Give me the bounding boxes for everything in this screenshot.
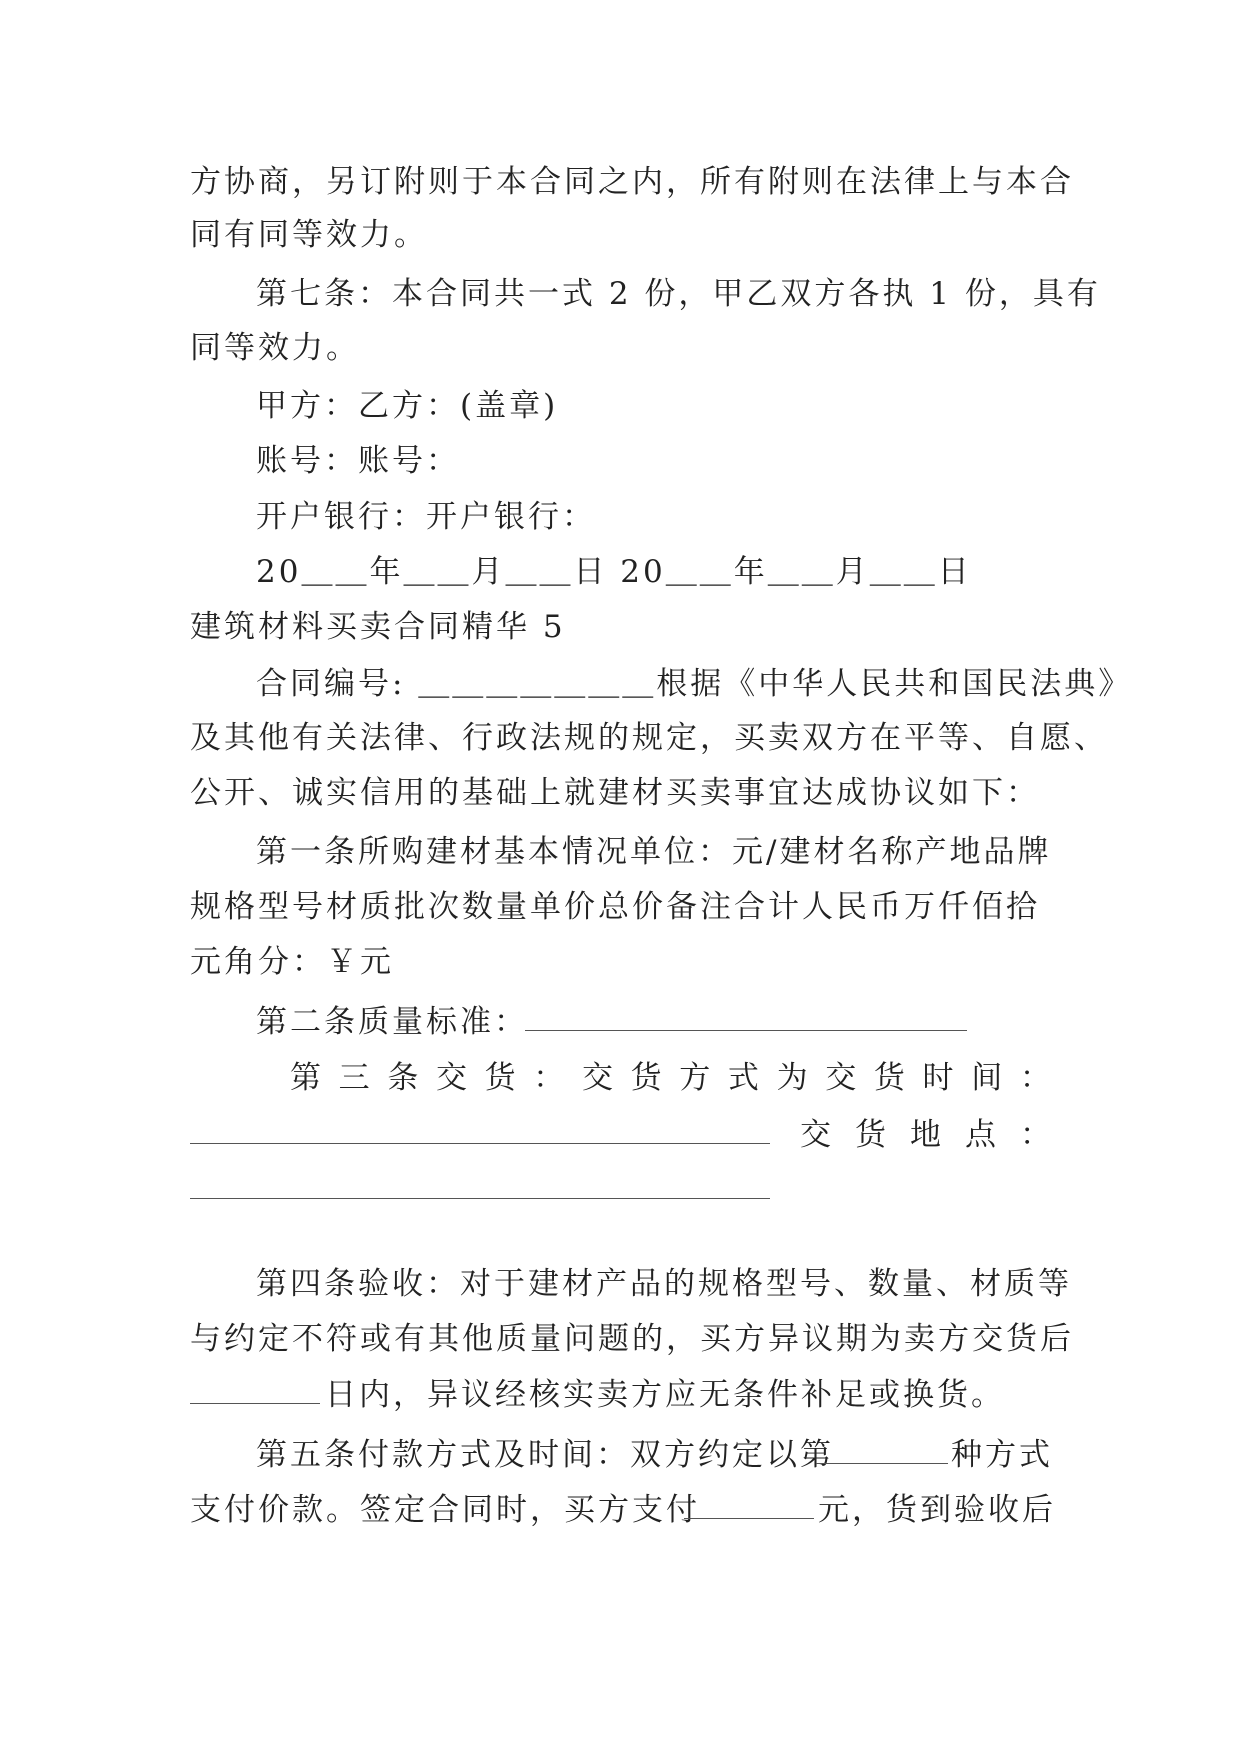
paragraph-line: 方协商，另订附则于本合同之内，所有附则在法律上与本合 (190, 164, 1074, 200)
fill-in-blank (816, 1463, 948, 1464)
paragraph-line: 规格型号材质批次数量单价总价备注合计人民币万仟佰拾 (190, 889, 1040, 925)
paragraph-line-spaced: 交 货 地 点 ： (800, 1117, 1051, 1153)
paragraph-line-spaced: 第 三 条 交 货 ： 交 货 方 式 为 交 货 时 间 ： (290, 1060, 1051, 1096)
section-heading: 建筑材料买卖合同精华 5 (190, 609, 566, 645)
paragraph-line: 种方式 (951, 1437, 1053, 1473)
paragraph-line: 元，货到验收后 (818, 1492, 1056, 1528)
paragraph-line: 及其他有关法律、行政法规的规定，买卖双方在平等、自愿、 (190, 720, 1108, 756)
fill-in-blank (190, 1198, 770, 1199)
fill-in-blank (190, 1143, 770, 1144)
paragraph-line: 日内，异议经核实卖方应无条件补足或换货。 (325, 1377, 1005, 1413)
paragraph-line: 支付价款。签定合同时，买方支付 (190, 1492, 700, 1528)
fill-in-blank (190, 1403, 320, 1404)
paragraph-line: 同有同等效力。 (190, 217, 428, 253)
paragraph-line: 元角分：￥元 (190, 944, 394, 980)
paragraph-line: 第二条质量标准： (256, 1004, 528, 1040)
paragraph-line: 第四条验收：对于建材产品的规格型号、数量、材质等 (256, 1266, 1072, 1302)
date-line: 20＿＿年＿＿月＿＿日 20＿＿年＿＿月＿＿日 (256, 554, 972, 590)
paragraph-line: 第一条所购建材基本情况单位：元/建材名称产地品牌 (256, 834, 1052, 870)
fill-in-blank (684, 1518, 814, 1519)
paragraph-line: 与约定不符或有其他质量问题的，买方异议期为卖方交货后 (190, 1321, 1074, 1357)
paragraph-line: 第五条付款方式及时间：双方约定以第 (256, 1437, 834, 1473)
paragraph-line: 第七条：本合同共一式 2 份，甲乙双方各执 1 份，具有 (256, 276, 1101, 312)
paragraph-line: 公开、诚实信用的基础上就建材买卖事宜达成协议如下： (190, 775, 1040, 811)
fill-in-blank (525, 1030, 967, 1031)
paragraph-line: 同等效力。 (190, 330, 360, 366)
paragraph-line: 账号：账号： (256, 443, 460, 479)
paragraph-line: 开户银行：开户银行： (256, 499, 596, 535)
paragraph-line: 甲方：乙方：(盖章) (256, 388, 559, 424)
paragraph-line: 合同编号: ＿＿＿＿＿＿＿根据《中华人民共和国民法典》 (256, 666, 1133, 702)
